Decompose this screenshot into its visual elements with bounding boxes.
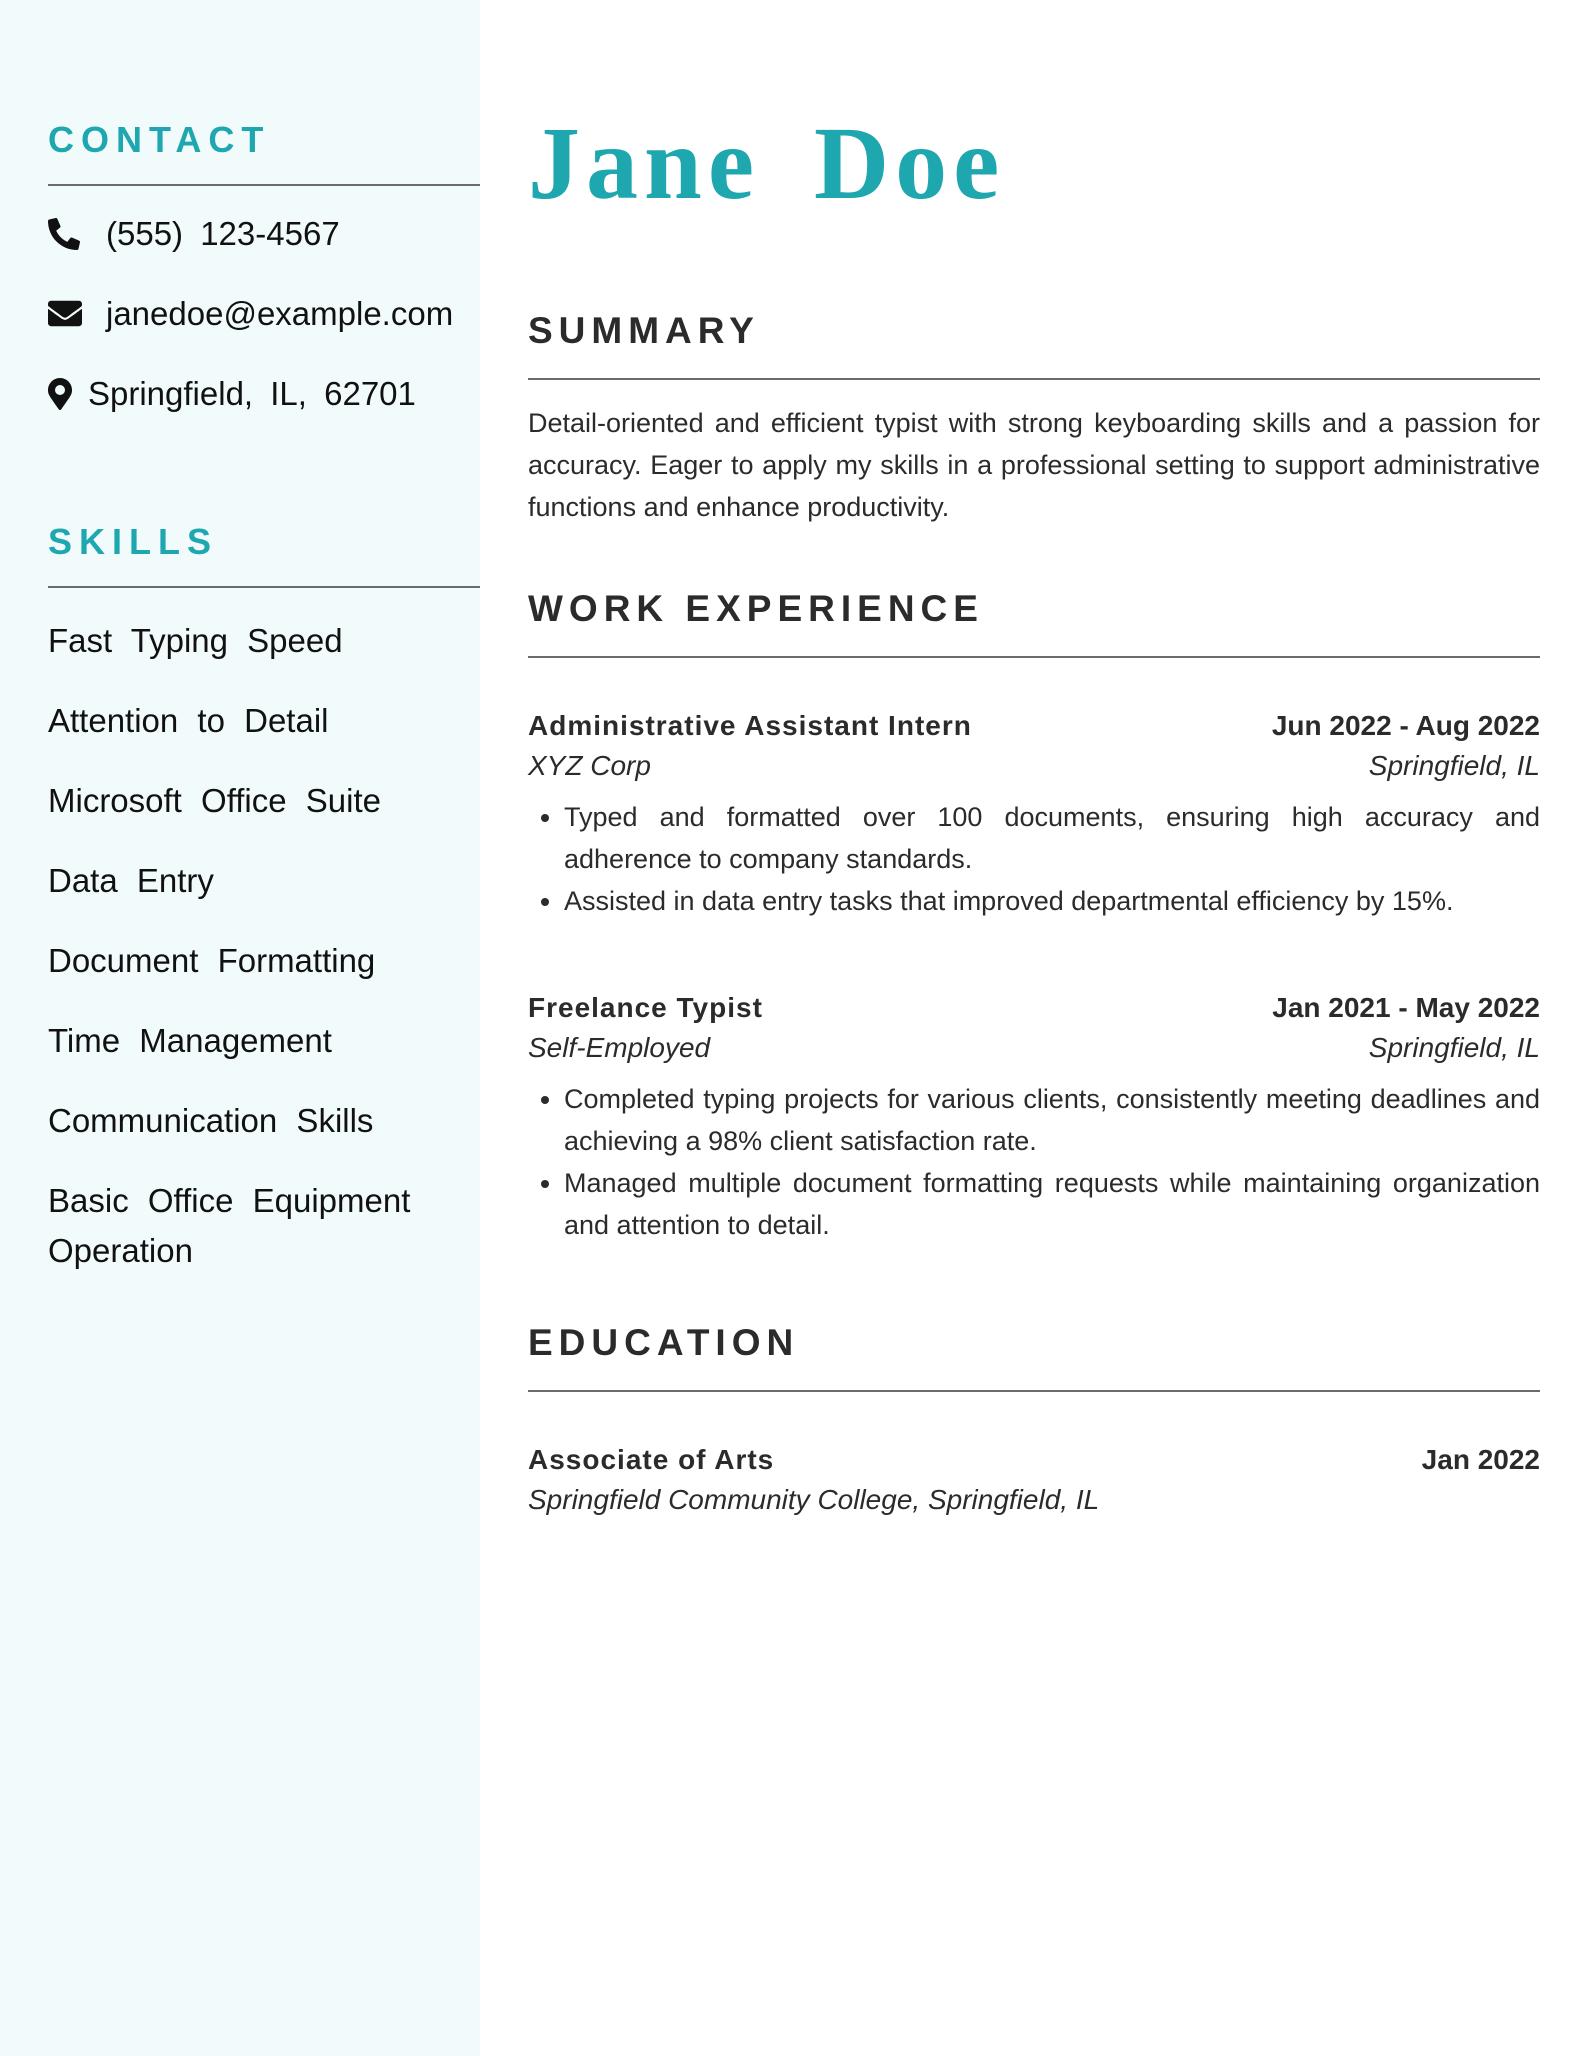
job-company: XYZ Corp [528,750,651,781]
degree-title: Associate of Arts [528,1444,775,1475]
contact-section [48,119,480,414]
skill-item: Communication Skills [48,1102,374,1139]
school-name: Springfield Community College, Springfield, IL [528,1484,1100,1515]
education-heading: EDUCATION [528,1324,1540,1392]
skill-item: Data Entry [48,862,214,899]
job-location: Springfield, IL [1368,750,1540,781]
job-bullet: • Assisted in data entry tasks that improved departmental efficiency by 15%. [564,880,1540,922]
skills-section [48,521,480,1306]
job-dates: Jan 2021 - May 2022 [1272,992,1540,1023]
summary-text: Detail-oriented and efficient typist with strong keyboarding skills and a passion for accuracy. Eager to apply my skills in a professional setting to support administrative functions and enhance productivity. [528,408,1540,522]
job-title: Freelance Typist [528,992,763,1023]
skill-item: Attention to Detail [48,702,329,739]
work-experience-heading: WORK EXPERIENCE [528,590,1540,658]
education-date: Jan 2022 [1421,1444,1540,1475]
job-bullets [528,796,1540,922]
job-title: Administrative Assistant Intern [528,710,972,741]
job-company: Self-Employed [528,1032,711,1063]
job-bullet: • Completed typing projects for various clients, consistently meeting deadlines and achieving a 98% client satisfaction rate. [564,1078,1540,1162]
skills-heading: SKILLS [48,524,480,588]
job-entry [528,992,1540,1246]
candidate-name: Jane Doe [528,106,1006,221]
job-bullets [528,1078,1540,1246]
job-bullet: • Managed multiple document formatting requests while maintaining organization and attention to detail. [564,1162,1540,1246]
skills-list [48,616,480,1276]
sidebar [0,0,480,2056]
contact-email [48,294,480,334]
education-entry [528,1444,1540,1516]
phone-number: (555) 123-4567 [106,215,340,252]
contact-heading: CONTACT [48,122,480,186]
map-marker-icon [48,376,74,412]
contact-location [48,374,480,414]
contact-phone [48,214,480,254]
location-text: Springfield, IL, 62701 [88,375,416,412]
job-bullet: • Typed and formatted over 100 documents, ensuring high accuracy and adherence to company standards. [564,796,1540,880]
skill-item: Microsoft Office Suite [48,782,382,819]
skill-item: Fast Typing Speed [48,622,343,659]
email-address: janedoe@example.com [106,295,454,332]
skill-item: Time Management [48,1022,332,1059]
phone-icon [48,216,84,252]
summary-heading: SUMMARY [528,312,1540,380]
skill-item: Basic Office Equipment Operation [48,1182,411,1269]
job-location: Springfield, IL [1368,1032,1540,1063]
skill-item: Document Formatting [48,942,376,979]
envelope-icon [48,296,84,332]
job-dates: Jun 2022 - Aug 2022 [1271,710,1540,741]
job-entry [528,710,1540,922]
